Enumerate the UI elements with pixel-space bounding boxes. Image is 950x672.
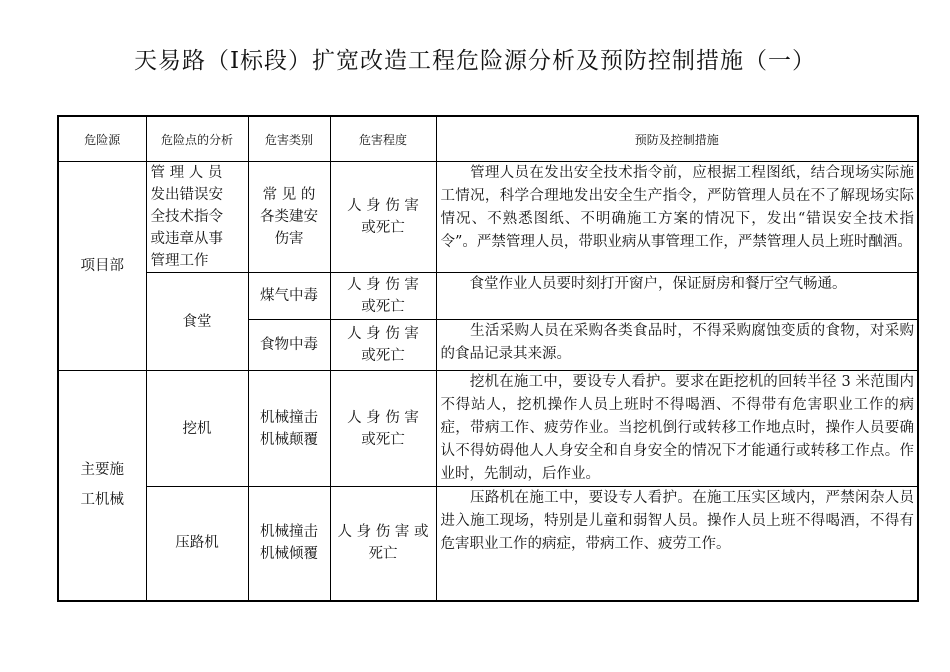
header-measures: 预防及控制措施 [436,116,918,162]
hazard-table [57,115,919,602]
prevention-measures-cell: 生活采购人员在采购各类食品时，不得采购腐蚀变质的食物，对采购的食品记录其来源。 [436,320,918,371]
hazard-point-cell: 食堂 [146,273,248,371]
table-row [58,162,918,273]
hazard-point-cell: 挖机 [146,371,248,487]
hazard-category-cell: 煤气中毒 [248,273,330,320]
table-row [58,273,918,320]
table-row [58,487,918,601]
hazard-point-cell: 压路机 [146,487,248,601]
header-category: 危害类别 [248,116,330,162]
hazard-degree-cell: 人 身 伤 害 或死亡 [330,371,436,487]
prevention-measures-cell: 管理人员在发出安全技术指令前，应根据工程图纸，结合现场实际施工情况，科学合理地发出安全生产指令，严防管理人员在不了解现场实际情况、不熟悉图纸、不明确施工方案的情况下，发出“错误安全技术指令”。严禁管理人员，带职业病从事管理工作，严禁管理人员上班时酗酒。 [436,162,918,273]
hazard-degree-cell: 人 身 伤 害 或死亡 [330,162,436,273]
hazard-category-cell: 机械撞击 机械颠覆 [248,371,330,487]
header-source: 危险源 [58,116,146,162]
hazard-source-line: 工机械 [80,492,124,509]
hazard-source-cell [58,371,146,601]
header-point: 危险点的分析 [146,116,248,162]
hazard-category-cell: 常 见 的 各类建安 伤害 [248,162,330,273]
hazard-source-line: 主要施 [80,462,124,479]
prevention-measures-cell: 食堂作业人员要时刻打开窗户，保证厨房和餐厅空气畅通。 [436,273,918,320]
prevention-measures-cell: 挖机在施工中，要设专人看护。要求在距挖机的回转半径 3 米范围内不得站人，挖机操作人员上班时不得喝酒、不得带有危害职业工作的病症，带病工作、疲劳作业。当挖机倒行或转移工作地点时，操作人员要确认不得妨碍他人人身安全和自身安全的情况下才能通行或转移工作点。作业时，先制动，后作业。 [436,371,918,487]
hazard-degree-cell: 人 身 伤 害 或死亡 [330,273,436,320]
hazard-degree-cell: 人 身 伤 害 或 死亡 [330,487,436,601]
table-header-row [58,116,918,162]
hazard-point-cell: 管 理 人 员 发出错误安 全技术指令 或违章从事 管理工作 [146,162,248,273]
table-row [58,371,918,487]
hazard-degree-cell: 人 身 伤 害 或死亡 [330,320,436,371]
prevention-measures-cell: 压路机在施工中，要设专人看护。在施工压实区域内，严禁闲杂人员进入施工现场，特别是儿童和弱智人员。操作人员上班不得喝酒，不得有危害职业工作的病症，带病工作、疲劳工作。 [436,487,918,601]
hazard-category-cell: 食物中毒 [248,320,330,371]
header-degree: 危害程度 [330,116,436,162]
hazard-category-cell: 机械撞击 机械倾覆 [248,487,330,601]
hazard-source-cell: 项目部 [58,162,146,371]
document-title: 天易路（Ⅰ标段）扩宽改造工程危险源分析及预防控制措施（一） [133,48,817,74]
